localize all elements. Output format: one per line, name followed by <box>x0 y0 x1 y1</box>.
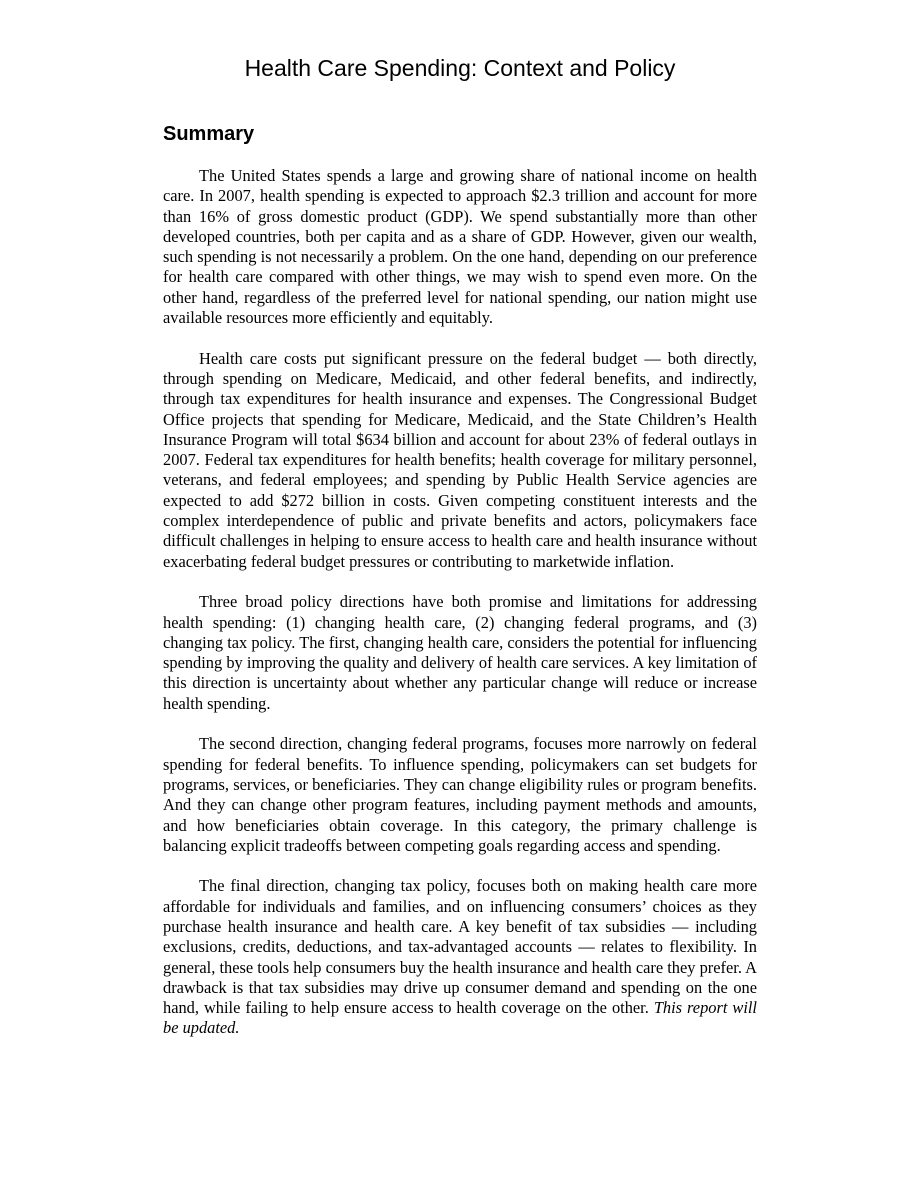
update-note: This report will be updated. <box>163 998 757 1038</box>
paragraph-5 <box>163 876 757 1038</box>
summary-body <box>163 166 757 1039</box>
section-heading-summary: Summary <box>163 123 255 145</box>
paragraph-1: The United States spends a large and growing share of national income on health care. In 2007, health spending is expected to approach $2.3 trillion and account for more than 16% of gross domestic product (GDP). We spend substantially more than other developed countries, both per capita and as a share of GDP. However, given our wealth, such spending is not necessarily a problem. On the one hand, depending on our preference for health care compared with other things, we may wish to spend even more. On the other hand, regardless of the preferred level for national spending, our nation might use available resources more efficiently and equitably. <box>163 166 757 328</box>
paragraph-3: Three broad policy directions have both promise and limitations for addressing health spending: (1) changing health care, (2) changing federal programs, and (3) changing tax policy. The first, changing health care, considers the potential for influencing spending by improving the quality and delivery of health care services. A key limitation of this direction is uncertainty about whether any particular change will reduce or increase health spending. <box>163 592 757 713</box>
document-title: Health Care Spending: Context and Policy <box>244 55 676 81</box>
paragraph-5-text: The final direction, changing tax policy, focuses both on making health care more affordable for individuals and families, and on influencing consumers’ choices as they purchase health insurance and health care. A key benefit of tax subsidies — including exclusions, credits, deductions, and tax-advantaged accounts — relates to flexibility. In general, these tools help consumers buy the health insurance and health care they prefer. A drawback is that tax subsidies may drive up consumer demand and spending on the one hand, while failing to help ensure access to health coverage on the other. <box>163 876 757 1018</box>
paragraph-4: The second direction, changing federal programs, focuses more narrowly on federal spending for federal benefits. To influence spending, policymakers can set budgets for programs, services, or beneficiaries. They can change eligibility rules or program benefits. And they can change other program features, including payment methods and amounts, and how beneficiaries obtain coverage. In this category, the primary challenge is balancing explicit tradeoffs between competing goals regarding access and spending. <box>163 734 757 855</box>
paragraph-2: Health care costs put significant pressure on the federal budget — both directly, through spending on Medicare, Medicaid, and other federal benefits, and indirectly, through tax expenditures for health insurance and expenses. The Congressional Budget Office projects that spending for Medicare, Medicaid, and the State Children’s Health Insurance Program will total $634 billion and account for about 23% of federal outlays in 2007. Federal tax expenditures for health benefits; health coverage for military personnel, veterans, and federal employees; and spending by Public Health Service agencies are expected to add $272 billion in costs. Given competing constituent interests and the complex interdependence of public and private benefits and actors, policymakers face difficult challenges in helping to ensure access to health care and health insurance without exacerbating federal budget pressures or contributing to marketwide inflation. <box>163 348 757 571</box>
